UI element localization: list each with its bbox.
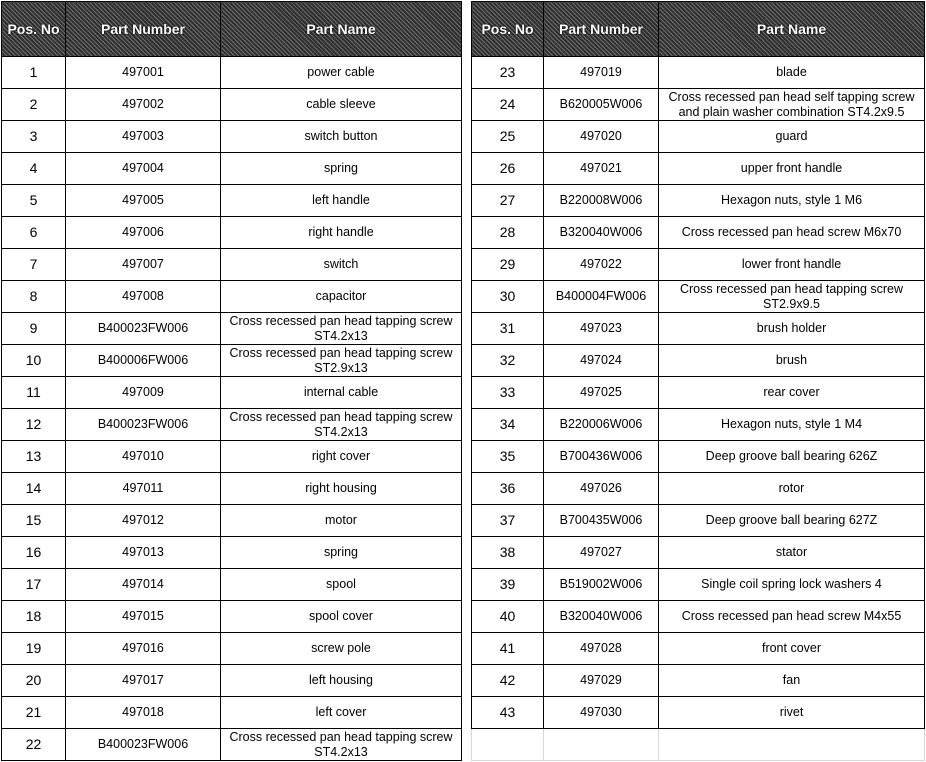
header-part-number: Part Number: [544, 2, 659, 57]
part-name-cell: left cover: [221, 697, 462, 729]
part-number-cell: 497016: [66, 633, 221, 665]
pos-cell: 41: [472, 633, 544, 665]
table-row: [472, 601, 925, 633]
part-name-cell: right handle: [221, 217, 462, 249]
part-number-cell: 497008: [66, 281, 221, 313]
part-name-cell: Cross recessed pan head screw M6x70: [659, 217, 925, 249]
part-number-cell: 497018: [66, 697, 221, 729]
part-name-cell: cable sleeve: [221, 89, 462, 121]
table-row: [2, 473, 462, 505]
table-row: [2, 633, 462, 665]
part-number-cell: B400023FW006: [66, 729, 221, 761]
table-row: [472, 185, 925, 217]
empty-row: [472, 729, 925, 761]
part-number-cell: 497026: [544, 473, 659, 505]
part-number-cell: B700435W006: [544, 505, 659, 537]
part-number-cell: 497028: [544, 633, 659, 665]
table-row: [2, 217, 462, 249]
pos-cell: 4: [2, 153, 66, 185]
part-number-cell: 497001: [66, 57, 221, 89]
pos-cell: 38: [472, 537, 544, 569]
pos-cell: 25: [472, 121, 544, 153]
table-row: [2, 569, 462, 601]
part-name-cell: Deep groove ball bearing 626Z: [659, 441, 925, 473]
pos-cell: 33: [472, 377, 544, 409]
pos-cell: 9: [2, 313, 66, 345]
pos-cell: 29: [472, 249, 544, 281]
table-row: [2, 441, 462, 473]
pos-cell: 10: [2, 345, 66, 377]
part-name-cell: Cross recessed pan head self tapping screw and plain washer combination ST4.2x9.5: [659, 89, 925, 121]
part-name-cell: Cross recessed pan head screw M4x55: [659, 601, 925, 633]
table-row: [2, 89, 462, 121]
table-row: [472, 377, 925, 409]
part-number-cell: 497013: [66, 537, 221, 569]
part-name-cell: Cross recessed pan head tapping screw ST4.2x13: [221, 313, 462, 345]
part-name-cell: Hexagon nuts, style 1 M6: [659, 185, 925, 217]
table-row: [472, 473, 925, 505]
pos-cell: 32: [472, 345, 544, 377]
part-number-cell: 497022: [544, 249, 659, 281]
pos-cell: 40: [472, 601, 544, 633]
part-number-cell: 497009: [66, 377, 221, 409]
table-row: [472, 121, 925, 153]
part-name-cell: brush holder: [659, 313, 925, 345]
part-number-cell: 497021: [544, 153, 659, 185]
table-row: [472, 153, 925, 185]
empty-cell: [659, 729, 925, 761]
header-row: [472, 2, 925, 57]
part-number-cell: 497004: [66, 153, 221, 185]
pos-cell: 13: [2, 441, 66, 473]
empty-cell: [472, 729, 544, 761]
pos-cell: 37: [472, 505, 544, 537]
part-name-cell: right cover: [221, 441, 462, 473]
part-number-cell: 497015: [66, 601, 221, 633]
part-number-cell: B220008W006: [544, 185, 659, 217]
table-row: [2, 281, 462, 313]
table-row: [2, 121, 462, 153]
part-number-cell: B320040W006: [544, 217, 659, 249]
part-name-cell: guard: [659, 121, 925, 153]
pos-cell: 15: [2, 505, 66, 537]
table-row: [2, 697, 462, 729]
table-row: [2, 729, 462, 761]
table-row: [2, 537, 462, 569]
part-name-cell: stator: [659, 537, 925, 569]
part-number-cell: 497027: [544, 537, 659, 569]
pos-cell: 36: [472, 473, 544, 505]
pos-cell: 22: [2, 729, 66, 761]
pos-cell: 24: [472, 89, 544, 121]
pos-cell: 28: [472, 217, 544, 249]
table-row: [472, 697, 925, 729]
pos-cell: 39: [472, 569, 544, 601]
part-number-cell: 497006: [66, 217, 221, 249]
part-number-cell: 497020: [544, 121, 659, 153]
pos-cell: 23: [472, 57, 544, 89]
part-name-cell: Single coil spring lock washers 4: [659, 569, 925, 601]
table-row: [2, 601, 462, 633]
table-row: [472, 441, 925, 473]
pos-cell: 1: [2, 57, 66, 89]
part-name-cell: power cable: [221, 57, 462, 89]
part-number-cell: B320040W006: [544, 601, 659, 633]
part-number-cell: 497010: [66, 441, 221, 473]
part-name-cell: rotor: [659, 473, 925, 505]
pos-cell: 12: [2, 409, 66, 441]
table-row: [2, 153, 462, 185]
pos-cell: 27: [472, 185, 544, 217]
part-name-cell: spool: [221, 569, 462, 601]
part-name-cell: Cross recessed pan head tapping screw ST2.9x13: [221, 345, 462, 377]
part-name-cell: upper front handle: [659, 153, 925, 185]
pos-cell: 5: [2, 185, 66, 217]
part-number-cell: B519002W006: [544, 569, 659, 601]
parts-table-right: [471, 1, 925, 761]
table-row: [472, 313, 925, 345]
table-row: [472, 505, 925, 537]
pos-cell: 17: [2, 569, 66, 601]
table-row: [472, 409, 925, 441]
pos-cell: 20: [2, 665, 66, 697]
table-row: [2, 377, 462, 409]
pos-cell: 3: [2, 121, 66, 153]
part-number-cell: 497025: [544, 377, 659, 409]
header-part-name: Part Name: [221, 2, 462, 57]
pos-cell: 26: [472, 153, 544, 185]
pos-cell: 14: [2, 473, 66, 505]
part-number-cell: 497029: [544, 665, 659, 697]
pos-cell: 11: [2, 377, 66, 409]
table-row: [2, 505, 462, 537]
pos-cell: 43: [472, 697, 544, 729]
part-name-cell: left housing: [221, 665, 462, 697]
header-part-number: Part Number: [66, 2, 221, 57]
header-part-name: Part Name: [659, 2, 925, 57]
table-row: [472, 569, 925, 601]
part-number-cell: 497017: [66, 665, 221, 697]
part-name-cell: screw pole: [221, 633, 462, 665]
part-name-cell: rear cover: [659, 377, 925, 409]
part-name-cell: blade: [659, 57, 925, 89]
pos-cell: 35: [472, 441, 544, 473]
table-row: [2, 249, 462, 281]
part-name-cell: front cover: [659, 633, 925, 665]
part-name-cell: switch: [221, 249, 462, 281]
table-row: [472, 249, 925, 281]
header-pos-no: Pos. No: [472, 2, 544, 57]
part-number-cell: 497023: [544, 313, 659, 345]
part-number-cell: B700436W006: [544, 441, 659, 473]
table-row: [472, 89, 925, 121]
pos-cell: 34: [472, 409, 544, 441]
pos-cell: 21: [2, 697, 66, 729]
table-row: [472, 281, 925, 313]
header-row: [2, 2, 462, 57]
part-name-cell: capacitor: [221, 281, 462, 313]
pos-cell: 19: [2, 633, 66, 665]
header-pos-no: Pos. No: [2, 2, 66, 57]
pos-cell: 2: [2, 89, 66, 121]
table-row: [472, 537, 925, 569]
part-number-cell: B400023FW006: [66, 409, 221, 441]
part-name-cell: motor: [221, 505, 462, 537]
part-name-cell: left handle: [221, 185, 462, 217]
part-number-cell: 497005: [66, 185, 221, 217]
part-name-cell: fan: [659, 665, 925, 697]
part-name-cell: right housing: [221, 473, 462, 505]
pos-cell: 16: [2, 537, 66, 569]
table-row: [472, 57, 925, 89]
table-row: [2, 313, 462, 345]
part-number-cell: B400023FW006: [66, 313, 221, 345]
pos-cell: 31: [472, 313, 544, 345]
part-name-cell: brush: [659, 345, 925, 377]
part-name-cell: lower front handle: [659, 249, 925, 281]
part-name-cell: Cross recessed pan head tapping screw ST2.9x9.5: [659, 281, 925, 313]
part-number-cell: B620005W006: [544, 89, 659, 121]
part-name-cell: rivet: [659, 697, 925, 729]
part-number-cell: 497014: [66, 569, 221, 601]
table-row: [472, 665, 925, 697]
parts-table-left: [1, 1, 462, 761]
table-row: [2, 665, 462, 697]
part-number-cell: 497007: [66, 249, 221, 281]
part-name-cell: spring: [221, 153, 462, 185]
part-name-cell: switch button: [221, 121, 462, 153]
pos-cell: 18: [2, 601, 66, 633]
part-number-cell: B400004FW006: [544, 281, 659, 313]
part-number-cell: 497024: [544, 345, 659, 377]
part-number-cell: 497019: [544, 57, 659, 89]
pos-cell: 7: [2, 249, 66, 281]
part-number-cell: 497012: [66, 505, 221, 537]
table-row: [2, 409, 462, 441]
table-row: [472, 217, 925, 249]
part-number-cell: 497002: [66, 89, 221, 121]
part-name-cell: Hexagon nuts, style 1 M4: [659, 409, 925, 441]
table-row: [2, 185, 462, 217]
pos-cell: 6: [2, 217, 66, 249]
table-row: [472, 345, 925, 377]
part-name-cell: spring: [221, 537, 462, 569]
empty-cell: [544, 729, 659, 761]
part-number-cell: 497030: [544, 697, 659, 729]
pos-cell: 30: [472, 281, 544, 313]
pos-cell: 8: [2, 281, 66, 313]
part-name-cell: Cross recessed pan head tapping screw ST4.2x13: [221, 729, 462, 761]
part-number-cell: B400006FW006: [66, 345, 221, 377]
part-name-cell: Cross recessed pan head tapping screw ST4.2x13: [221, 409, 462, 441]
part-number-cell: B220006W006: [544, 409, 659, 441]
table-row: [2, 345, 462, 377]
part-number-cell: 497003: [66, 121, 221, 153]
part-name-cell: Deep groove ball bearing 627Z: [659, 505, 925, 537]
table-row: [472, 633, 925, 665]
table-row: [2, 57, 462, 89]
part-name-cell: internal cable: [221, 377, 462, 409]
part-name-cell: spool cover: [221, 601, 462, 633]
pos-cell: 42: [472, 665, 544, 697]
part-number-cell: 497011: [66, 473, 221, 505]
